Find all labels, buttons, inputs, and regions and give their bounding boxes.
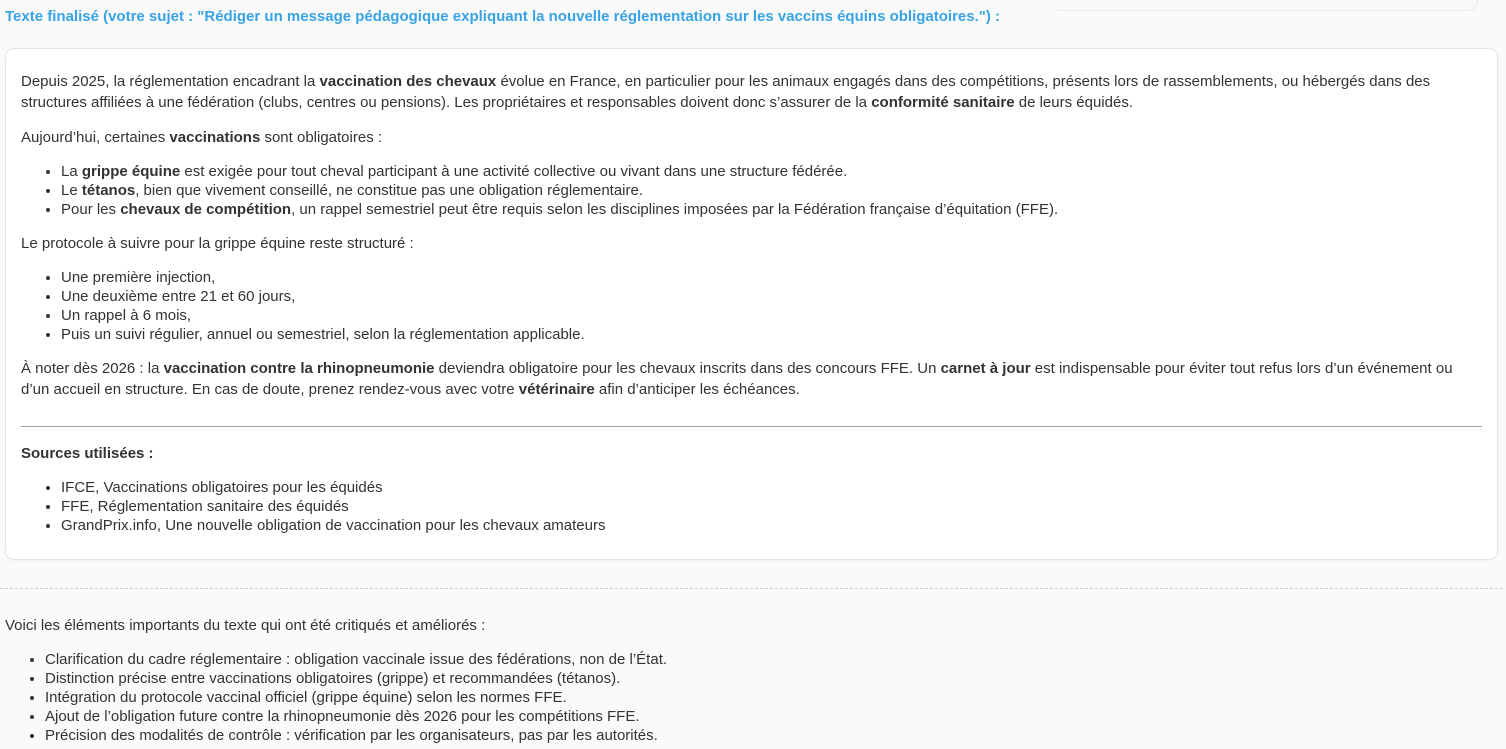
list-item-tetanos: • Le tétanos, bien que vivement conseillé, ne constitue pas une obligation réglementaire. bbox=[61, 181, 1482, 200]
finalized-text-card bbox=[5, 48, 1498, 560]
sources-heading: Sources utilisées : bbox=[21, 445, 154, 462]
sources-divider bbox=[21, 426, 1482, 427]
source-item-ffe: • FFE, Réglementation sanitaire des équidés bbox=[61, 497, 1482, 516]
list-item-grippe: • La grippe équine est exigée pour tout cheval participant à une activité collective ou vivant dans une structure fédérée. bbox=[61, 162, 1482, 181]
source-item-grandprix: • GrandPrix.info, Une nouvelle obligation de vaccination pour les chevaux amateurs bbox=[61, 516, 1482, 535]
review-item-precision: • Précision des modalités de contrôle : vérification par les organisateurs, pas par les autorités. bbox=[45, 726, 1498, 745]
review-item-distinction: • Distinction précise entre vaccinations obligatoires (grippe) et recommandées (tétanos). bbox=[45, 669, 1498, 688]
finalized-text-heading: Texte finalisé (votre sujet : "Rédiger un message pédagogique expliquant la nouvelle réglementation sur les vaccins équins obligatoires.") : bbox=[5, 8, 1001, 25]
paragraph-obligations: Aujourd’hui, certaines vaccinations sont obligatoires : bbox=[21, 129, 383, 146]
list-sources bbox=[21, 478, 1482, 535]
review-intro: Voici les éléments importants du texte qui ont été critiqués et améliorés : bbox=[5, 617, 486, 634]
list-item-competition: • Pour les chevaux de compétition, un rappel semestriel peut être requis selon les disciplines imposées par la Fédération française d’équitation (FFE). bbox=[61, 200, 1482, 219]
list-item-injection-2: • Une deuxième entre 21 et 60 jours, bbox=[61, 287, 1482, 306]
source-item-ifce: • IFCE, Vaccinations obligatoires pour les équidés bbox=[61, 478, 1482, 497]
review-item-clarification: • Clarification du cadre réglementaire : obligation vaccinale issue des fédérations, non de l’État. bbox=[45, 650, 1498, 669]
dashed-divider bbox=[0, 588, 1503, 589]
list-protocole bbox=[21, 268, 1482, 344]
paragraph-protocole: Le protocole à suivre pour la grippe équine reste structuré : bbox=[21, 235, 414, 252]
list-vaccinations bbox=[21, 162, 1482, 219]
list-item-injection-1: • Une première injection, bbox=[61, 268, 1482, 287]
review-item-integration: • Intégration du protocole vaccinal officiel (grippe équine) selon les normes FFE. bbox=[45, 688, 1498, 707]
paragraph-2026: À noter dès 2026 : la vaccination contre la rhinopneumonie deviendra obligatoire pour les chevaux inscrits dans des concours FFE. Un carnet à jour est indispensable pour éviter tout refus lors d’un événement ou d’un accueil en structure. En cas de doute, prenez rendez-vous avec votre vétérinaire afin d’anticiper les échéances. bbox=[21, 360, 1453, 398]
list-review bbox=[5, 650, 1498, 745]
list-item-suivi: • Puis un suivi régulier, annuel ou semestriel, selon la réglementation applicable. bbox=[61, 325, 1482, 344]
paragraph-intro: Depuis 2025, la réglementation encadrant la vaccination des chevaux évolue en France, en particulier pour les animaux engagés dans des compétitions, présents lors de rassemblements, ou hébergés dans des structures affiliées à une fédération (clubs, centres ou pensions). Les propriétaires et responsables doivent donc s’assurer de la conformité sanitaire de leurs équidés. bbox=[21, 73, 1431, 111]
list-item-rappel: • Un rappel à 6 mois, bbox=[61, 306, 1482, 325]
review-item-ajout: • Ajout de l’obligation future contre la rhinopneumonie dès 2026 pour les compétitions FFE. bbox=[45, 707, 1498, 726]
review-section bbox=[5, 615, 1498, 745]
